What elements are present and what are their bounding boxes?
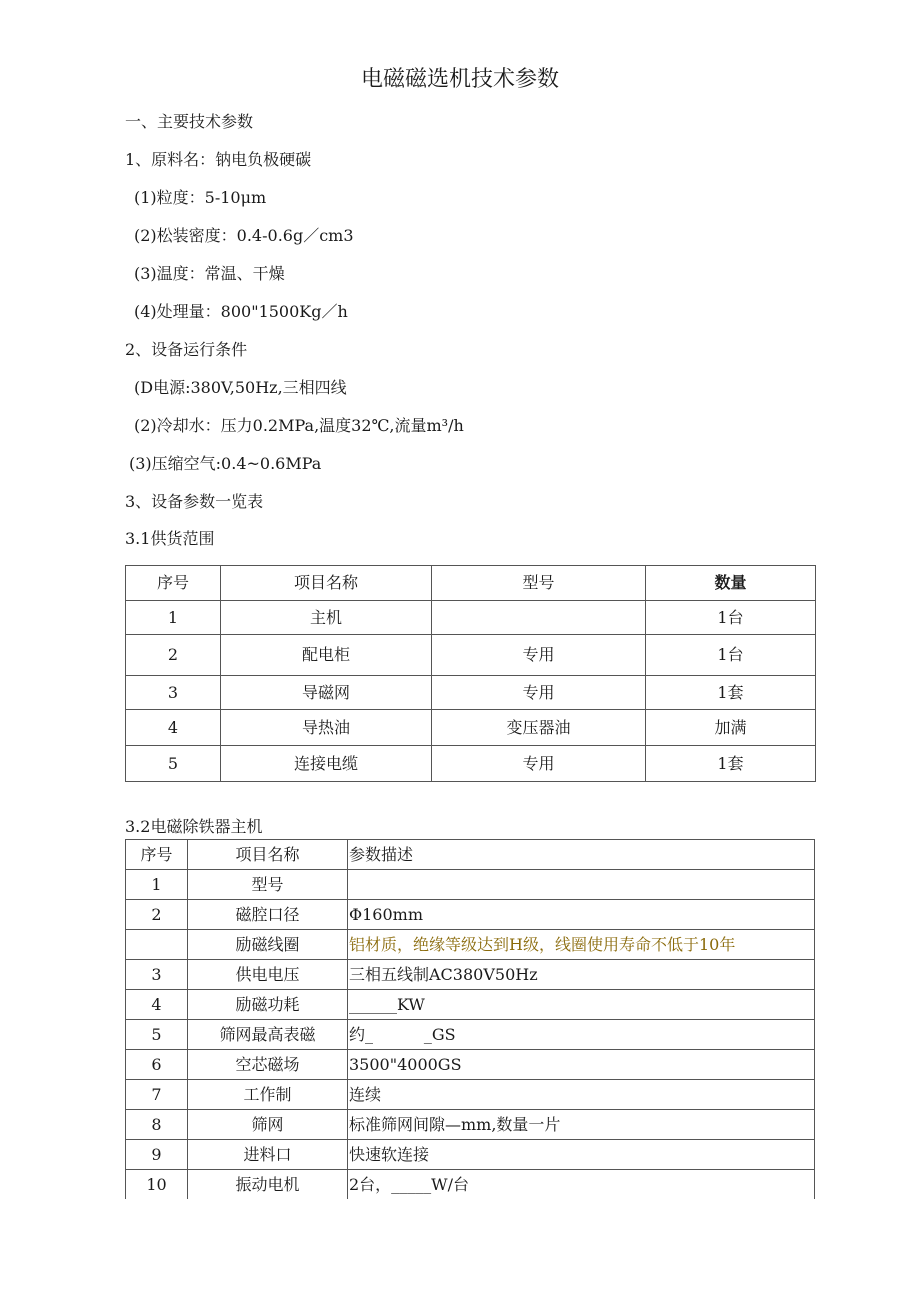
cell-item-name: 工作制 (188, 1080, 348, 1110)
compressed-air-line: (3)压缩空气:0.4~0.6MPa (129, 454, 322, 473)
cell-index: 7 (126, 1080, 188, 1110)
coil-description-text: 铝材质，绝缘等级达到H级，线圈使用寿命不低于10年 (349, 934, 736, 954)
table-row (126, 960, 815, 990)
table-row (126, 1080, 815, 1110)
table-row (126, 746, 816, 782)
table-row (126, 1170, 815, 1200)
table-row (126, 635, 816, 676)
cell-description: 快速软连接 (348, 1140, 815, 1170)
table-row (126, 870, 815, 900)
cell-index: 4 (126, 710, 221, 746)
cell-model: 专用 (432, 635, 646, 676)
cell-index: 2 (126, 900, 188, 930)
bulk-density-line: (2)松装密度：0.4-0.6g／cm3 (134, 226, 354, 245)
header-cell-model: 型号 (432, 566, 646, 601)
cell-index: 3 (126, 676, 221, 710)
cell-description: Φ160mm (348, 900, 815, 930)
host-parameter-table (125, 839, 815, 1199)
table-row (126, 1140, 815, 1170)
table-header-row (126, 566, 816, 601)
cell-item-name: 连接电缆 (221, 746, 432, 782)
power-supply-line: (D电源:380V,50Hz,三相四线 (134, 378, 347, 397)
cell-index: 2 (126, 635, 221, 676)
cell-model: 变压器油 (432, 710, 646, 746)
cell-item-name: 导磁网 (221, 676, 432, 710)
cell-index: 4 (126, 990, 188, 1020)
header-cell-item-name: 项目名称 (188, 840, 348, 870)
cell-quantity: 1套 (646, 676, 816, 710)
cell-index: 10 (126, 1170, 188, 1200)
table-row (126, 990, 815, 1020)
table-row (126, 1050, 815, 1080)
cell-item-name: 型号 (188, 870, 348, 900)
cell-index: 3 (126, 960, 188, 990)
section-heading-host: 3.2电磁除铁器主机 (125, 817, 263, 836)
section-heading-parameter-list: 3、设备参数一览表 (125, 492, 264, 511)
cell-index: 1 (126, 601, 221, 635)
cell-description: 标准筛网间隙—mm,数量一片 (348, 1110, 815, 1140)
supply-scope-table (125, 565, 816, 782)
cell-index: 1 (126, 870, 188, 900)
cell-item-name: 配电柜 (221, 635, 432, 676)
table-row (126, 1110, 815, 1140)
table-row (126, 710, 816, 746)
cell-item-name: 进料口 (188, 1140, 348, 1170)
cell-description (348, 870, 815, 900)
cell-item-name: 导热油 (221, 710, 432, 746)
particle-size-line: (1)粒度：5-10μm (134, 188, 267, 207)
header-cell-index: 序号 (126, 566, 221, 601)
cell-description (348, 930, 815, 960)
cell-item-name: 磁腔口径 (188, 900, 348, 930)
table-row (126, 676, 816, 710)
table-row (126, 601, 816, 635)
section-heading-supply-scope: 3.1供货范围 (125, 529, 215, 548)
cell-item-name: 供电电压 (188, 960, 348, 990)
cell-description: 约_ _GS (348, 1020, 815, 1050)
raw-material-line: 1、原料名：钠电负极硬碳 (125, 150, 312, 169)
cell-index: 6 (126, 1050, 188, 1080)
cell-description: 3500"4000GS (348, 1050, 815, 1080)
temperature-line: (3)温度：常温、干燥 (134, 264, 285, 283)
cell-description: 2台，_____W/台 (348, 1170, 815, 1200)
cell-index: 5 (126, 746, 221, 782)
section-heading-operating-conditions: 2、设备运行条件 (125, 340, 248, 359)
section-heading-main-params: 一、主要技术参数 (125, 112, 254, 131)
table-row (126, 1020, 815, 1050)
header-cell-quantity: 数量 (646, 566, 816, 601)
throughput-line: (4)处理量：800"1500Kg／h (134, 302, 348, 321)
table-header-row (126, 840, 815, 870)
table-row (126, 930, 815, 960)
cell-model (432, 601, 646, 635)
cell-item-name: 筛网最高表磁 (188, 1020, 348, 1050)
cell-quantity: 1台 (646, 601, 816, 635)
cell-item-name: 空芯磁场 (188, 1050, 348, 1080)
cell-index (126, 930, 188, 960)
cell-quantity: 加满 (646, 710, 816, 746)
header-cell-description: 参数描述 (348, 840, 815, 870)
page-title: 电磁磁选机技术参数 (360, 67, 559, 92)
cell-description: 连续 (348, 1080, 815, 1110)
cell-index: 8 (126, 1110, 188, 1140)
cell-model: 专用 (432, 746, 646, 782)
table-row (126, 900, 815, 930)
cell-item-name: 励磁线圈 (188, 930, 348, 960)
cell-quantity: 1台 (646, 635, 816, 676)
cell-item-name: 筛网 (188, 1110, 348, 1140)
cell-index: 9 (126, 1140, 188, 1170)
cell-model: 专用 (432, 676, 646, 710)
cell-item-name: 振动电机 (188, 1170, 348, 1200)
cooling-water-line: (2)冷却水：压力0.2MPa,温度32℃,流量m³/h (134, 416, 464, 435)
cell-description: 三相五线制AC380V50Hz (348, 960, 815, 990)
cell-item-name: 主机 (221, 601, 432, 635)
cell-item-name: 励磁功耗 (188, 990, 348, 1020)
header-cell-item-name: 项目名称 (221, 566, 432, 601)
cell-quantity: 1套 (646, 746, 816, 782)
header-cell-index: 序号 (126, 840, 188, 870)
cell-index: 5 (126, 1020, 188, 1050)
cell-description: ______KW (348, 990, 815, 1020)
